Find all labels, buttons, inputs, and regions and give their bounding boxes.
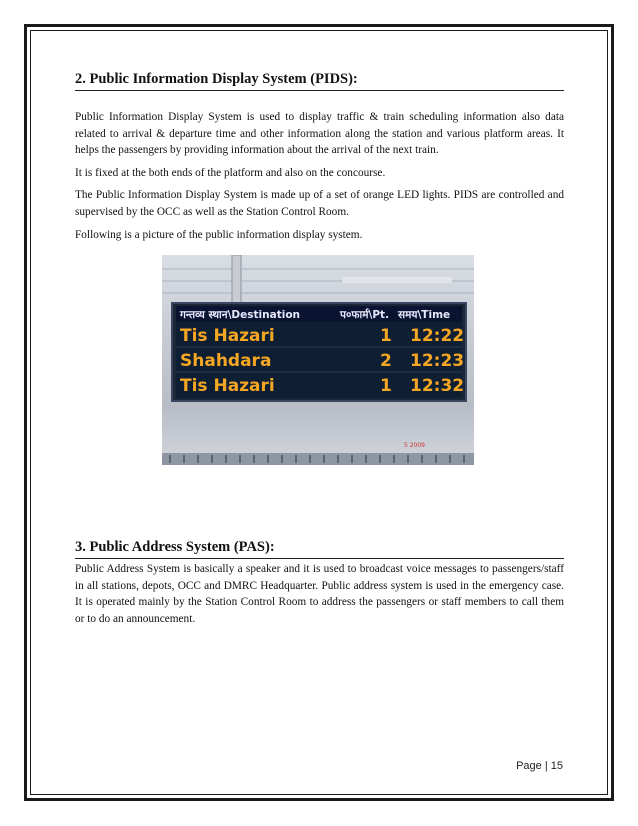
section-pas-heading: 3. Public Address System (PAS): bbox=[75, 538, 564, 559]
pids-paragraph-2: It is fixed at the both ends of the platform and also on the concourse. bbox=[75, 166, 386, 179]
board-row-3-destination: Tis Hazari bbox=[180, 376, 275, 397]
page-label: Page bbox=[516, 760, 542, 772]
pids-paragraph-1: Public Information Display System is used to display traffic & train scheduling information also data related to arrival & departure time and other information along the station and various platform areas. It helps the passengers by providing information about the arrival of the next train. bbox=[75, 111, 564, 157]
section-pas bbox=[75, 538, 564, 627]
board-header-destination: गन्तव्य स्थान\Destination bbox=[180, 309, 301, 322]
page-separator: | bbox=[544, 760, 548, 772]
pas-paragraph-1: Public Address System is basically a speaker and it is used to broadcast voice messages to passengers/staff in all stations, depots, OCC and DMRC Headquarter. Public address system is used in the emergency case. It is operated mainly by the Station Control Room to address the passengers or staff members to call them or to do an announcement. bbox=[75, 563, 564, 625]
board-row-3-time: 12:32 bbox=[410, 376, 465, 397]
section-pids bbox=[75, 70, 564, 465]
board-row-2-platform: 2 bbox=[380, 351, 392, 372]
page-footer bbox=[516, 760, 563, 772]
pids-paragraph-4: Following is a picture of the public information display system. bbox=[75, 228, 363, 241]
section-pids-heading: 2. Public Information Display System (PIDS): bbox=[75, 70, 564, 91]
page-content bbox=[75, 70, 564, 634]
board-header-platform: प०फार्म\Pt. bbox=[340, 309, 390, 322]
board-row-1-platform: 1 bbox=[380, 326, 392, 347]
photo-date-stamp: 5 2009 bbox=[404, 442, 425, 450]
board-row-2-time: 12:23 bbox=[410, 351, 465, 372]
page-number: 15 bbox=[550, 760, 563, 772]
board-row-1-destination: Tis Hazari bbox=[180, 326, 275, 347]
board-row-1-time: 12:22 bbox=[410, 326, 465, 347]
board-header-time: समय\Time bbox=[398, 309, 451, 322]
board-row-3-platform: 1 bbox=[380, 376, 392, 397]
pids-photo bbox=[162, 255, 474, 465]
pids-paragraph-3: The Public Information Display System is made up of a set of orange LED lights. PIDS are controlled and supervised by the OCC as well as the Station Control Room. bbox=[75, 189, 564, 218]
board-row-2-destination: Shahdara bbox=[180, 351, 272, 372]
